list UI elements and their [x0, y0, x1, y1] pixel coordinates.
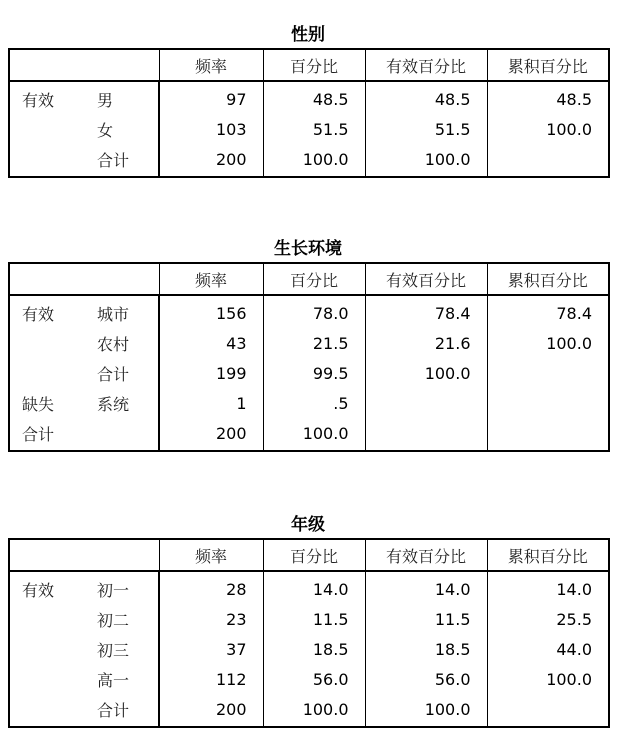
header-frequency: 频率 [159, 263, 263, 295]
cell-percent: 11.5 [263, 604, 365, 634]
row-group [9, 114, 87, 144]
cell-valid-percent: 100.0 [365, 144, 487, 177]
cell-valid-percent: 78.4 [365, 295, 487, 328]
cell-percent: 100.0 [263, 144, 365, 177]
cell-valid-percent: 18.5 [365, 634, 487, 664]
row-label: 合计 [97, 364, 130, 384]
header-frequency: 频率 [159, 49, 263, 81]
row-label: 初二 [97, 610, 130, 630]
row-label: 初一 [97, 580, 130, 600]
cell-valid-percent [365, 418, 487, 451]
table-row [9, 358, 609, 388]
row-group [9, 328, 87, 358]
header-valid-percent: 有效百分比 [365, 49, 487, 81]
table-block-environment [8, 236, 608, 452]
header-percent: 百分比 [263, 49, 365, 81]
cell-cumulative-percent [487, 388, 609, 418]
table-row [9, 114, 609, 144]
cell-valid-percent [365, 388, 487, 418]
cell-valid-percent: 21.6 [365, 328, 487, 358]
cell-percent: 21.5 [263, 328, 365, 358]
table-title: 性别 [291, 25, 325, 45]
header-blank [9, 263, 159, 295]
cell-frequency: 97 [159, 81, 263, 114]
cell-valid-percent: 48.5 [365, 81, 487, 114]
header-blank [9, 49, 159, 81]
cell-cumulative-percent: 100.0 [487, 664, 609, 694]
cell-percent: 100.0 [263, 694, 365, 727]
row-group: 有效 [22, 304, 55, 324]
row-group: 有效 [22, 90, 55, 110]
table-title: 生长环境 [274, 239, 342, 259]
frequency-table [8, 262, 610, 452]
cell-percent: 100.0 [263, 418, 365, 451]
row-label: 农村 [97, 334, 130, 354]
row-label: 高一 [97, 670, 130, 690]
table-row [9, 81, 609, 114]
row-group [9, 604, 87, 634]
row-label: 系统 [97, 394, 130, 414]
cell-frequency: 37 [159, 634, 263, 664]
cell-frequency: 103 [159, 114, 263, 144]
row-group [9, 144, 87, 177]
header-row [9, 539, 609, 571]
cell-frequency: 112 [159, 664, 263, 694]
row-label: 男 [97, 90, 114, 110]
header-percent: 百分比 [263, 539, 365, 571]
cell-cumulative-percent: 100.0 [487, 328, 609, 358]
row-label: 合计 [97, 150, 130, 170]
header-valid-percent: 有效百分比 [365, 539, 487, 571]
row-group [9, 664, 87, 694]
row-label [87, 418, 159, 451]
cell-frequency: 43 [159, 328, 263, 358]
row-label: 初三 [97, 640, 130, 660]
cell-frequency: 200 [159, 144, 263, 177]
header-row [9, 263, 609, 295]
row-label: 女 [97, 120, 114, 140]
table-row [9, 604, 609, 634]
cell-percent: 51.5 [263, 114, 365, 144]
header-blank [9, 539, 159, 571]
table-row [9, 634, 609, 664]
row-group: 缺失 [22, 394, 55, 414]
cell-percent: 56.0 [263, 664, 365, 694]
table-row [9, 144, 609, 177]
cell-valid-percent: 11.5 [365, 604, 487, 634]
cell-frequency: 200 [159, 418, 263, 451]
cell-frequency: 1 [159, 388, 263, 418]
cell-frequency: 23 [159, 604, 263, 634]
cell-cumulative-percent: 78.4 [487, 295, 609, 328]
cell-cumulative-percent [487, 144, 609, 177]
cell-valid-percent: 100.0 [365, 358, 487, 388]
cell-cumulative-percent: 25.5 [487, 604, 609, 634]
cell-cumulative-percent: 100.0 [487, 114, 609, 144]
cell-percent: 48.5 [263, 81, 365, 114]
header-percent: 百分比 [263, 263, 365, 295]
cell-cumulative-percent [487, 358, 609, 388]
cell-valid-percent: 14.0 [365, 571, 487, 604]
cell-valid-percent: 51.5 [365, 114, 487, 144]
cell-cumulative-percent [487, 418, 609, 451]
cell-percent: .5 [263, 388, 365, 418]
table-row [9, 295, 609, 328]
row-group: 合计 [22, 424, 55, 444]
table-row [9, 418, 609, 451]
table-block-grade [8, 512, 608, 728]
cell-frequency: 200 [159, 694, 263, 727]
cell-percent: 78.0 [263, 295, 365, 328]
cell-percent: 14.0 [263, 571, 365, 604]
header-cumulative-percent: 累积百分比 [487, 539, 609, 571]
header-cumulative-percent: 累积百分比 [487, 263, 609, 295]
row-group [9, 694, 87, 727]
row-group [9, 358, 87, 388]
frequency-table [8, 538, 610, 728]
row-group: 有效 [22, 580, 55, 600]
table-row [9, 328, 609, 358]
cell-cumulative-percent [487, 694, 609, 727]
cell-cumulative-percent: 44.0 [487, 634, 609, 664]
table-row [9, 664, 609, 694]
cell-frequency: 199 [159, 358, 263, 388]
table-title: 年级 [291, 515, 325, 535]
cell-percent: 18.5 [263, 634, 365, 664]
cell-valid-percent: 56.0 [365, 664, 487, 694]
row-group [9, 634, 87, 664]
cell-cumulative-percent: 48.5 [487, 81, 609, 114]
header-frequency: 频率 [159, 539, 263, 571]
cell-frequency: 28 [159, 571, 263, 604]
header-valid-percent: 有效百分比 [365, 263, 487, 295]
cell-cumulative-percent: 14.0 [487, 571, 609, 604]
table-row [9, 388, 609, 418]
cell-percent: 99.5 [263, 358, 365, 388]
table-block-gender [8, 22, 608, 178]
table-row [9, 694, 609, 727]
header-row [9, 49, 609, 81]
row-label: 合计 [97, 700, 130, 720]
header-cumulative-percent: 累积百分比 [487, 49, 609, 81]
cell-frequency: 156 [159, 295, 263, 328]
frequency-table [8, 48, 610, 178]
table-row [9, 571, 609, 604]
cell-valid-percent: 100.0 [365, 694, 487, 727]
row-label: 城市 [97, 304, 130, 324]
